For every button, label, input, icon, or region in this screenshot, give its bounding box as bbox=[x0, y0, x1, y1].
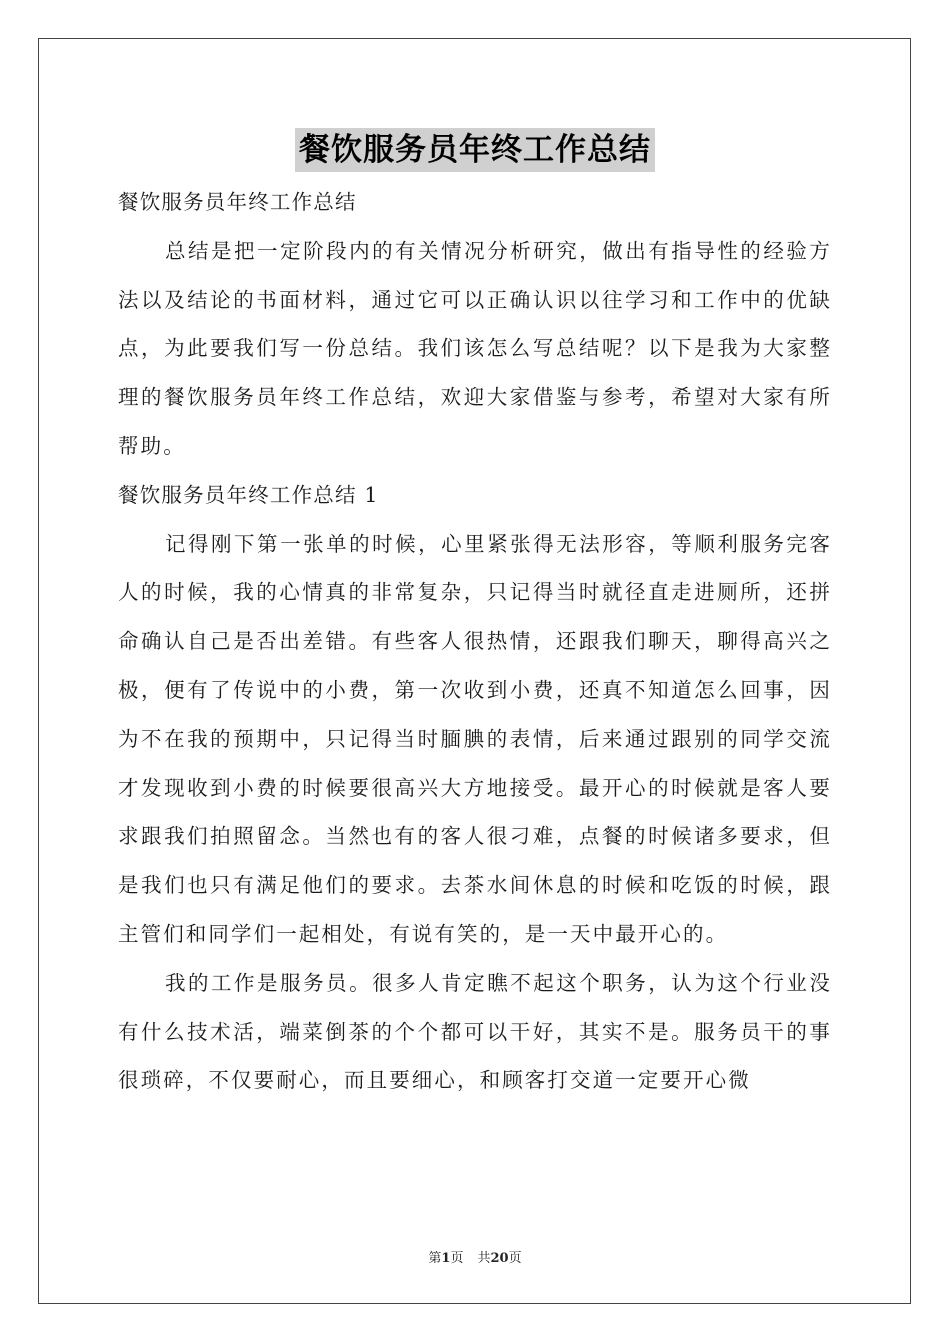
paragraph-intro: 总结是把一定阶段内的有关情况分析研究，做出有指导性的经验方法以及结论的书面材料，通过它可以正确认识以往学习和工作中的优缺点，为此要我们写一份总结。我们该怎么写总结呢？以下是我为大家整理的餐饮服务员年终工作总结，欢迎大家借鉴与参考，希望对大家有所帮助。 bbox=[118, 238, 832, 458]
section-heading-1: 餐饮服务员年终工作总结 1 bbox=[118, 482, 379, 507]
footer-page-prefix: 第 bbox=[428, 1251, 442, 1266]
document-body bbox=[118, 178, 832, 1105]
page-footer bbox=[0, 1247, 950, 1266]
document-title-text: 餐饮服务员年终工作总结 bbox=[295, 128, 655, 172]
footer-page-total: 20 bbox=[490, 1251, 509, 1266]
document-title bbox=[0, 128, 950, 172]
paragraph-1: 记得刚下第一张单的时候，心里紧张得无法形容，等顺利服务完客人的时候，我的心情真的非常复杂，只记得当时就径直走进厕所，还拼命确认自己是否出差错。有些客人很热情，还跟我们聊天，聊得高兴之极，便有了传说中的小费，第一次收到小费，还真不知道怎么回事，因为不在我的预期中，只记得当时腼腆的表情，后来通过跟别的同学交流才发现收到小费的时候要很高兴大方地接受。最开心的时候就是客人要求跟我们拍照留念。当然也有的客人很刁难，点餐的时候诸多要求，但是我们也只有满足他们的要求。去茶水间休息的时候和吃饭的时候，跟主管们和同学们一起相处，有说有笑的，是一天中最开心的。 bbox=[118, 531, 832, 946]
footer-page-unit: 页 bbox=[450, 1251, 464, 1266]
section-heading-intro: 餐饮服务员年终工作总结 bbox=[118, 190, 357, 214]
footer-total-unit: 页 bbox=[508, 1251, 522, 1266]
footer-page-current: 1 bbox=[441, 1251, 451, 1266]
paragraph-2: 我的工作是服务员。很多人肯定瞧不起这个职务，认为这个行业没有什么技术活，端菜倒茶的个个都可以干好，其实不是。服务员干的事很琐碎，不仅要耐心，而且要细心，和顾客打交道一定要开心微 bbox=[118, 970, 832, 1093]
footer-total-prefix: 共 bbox=[477, 1251, 491, 1266]
